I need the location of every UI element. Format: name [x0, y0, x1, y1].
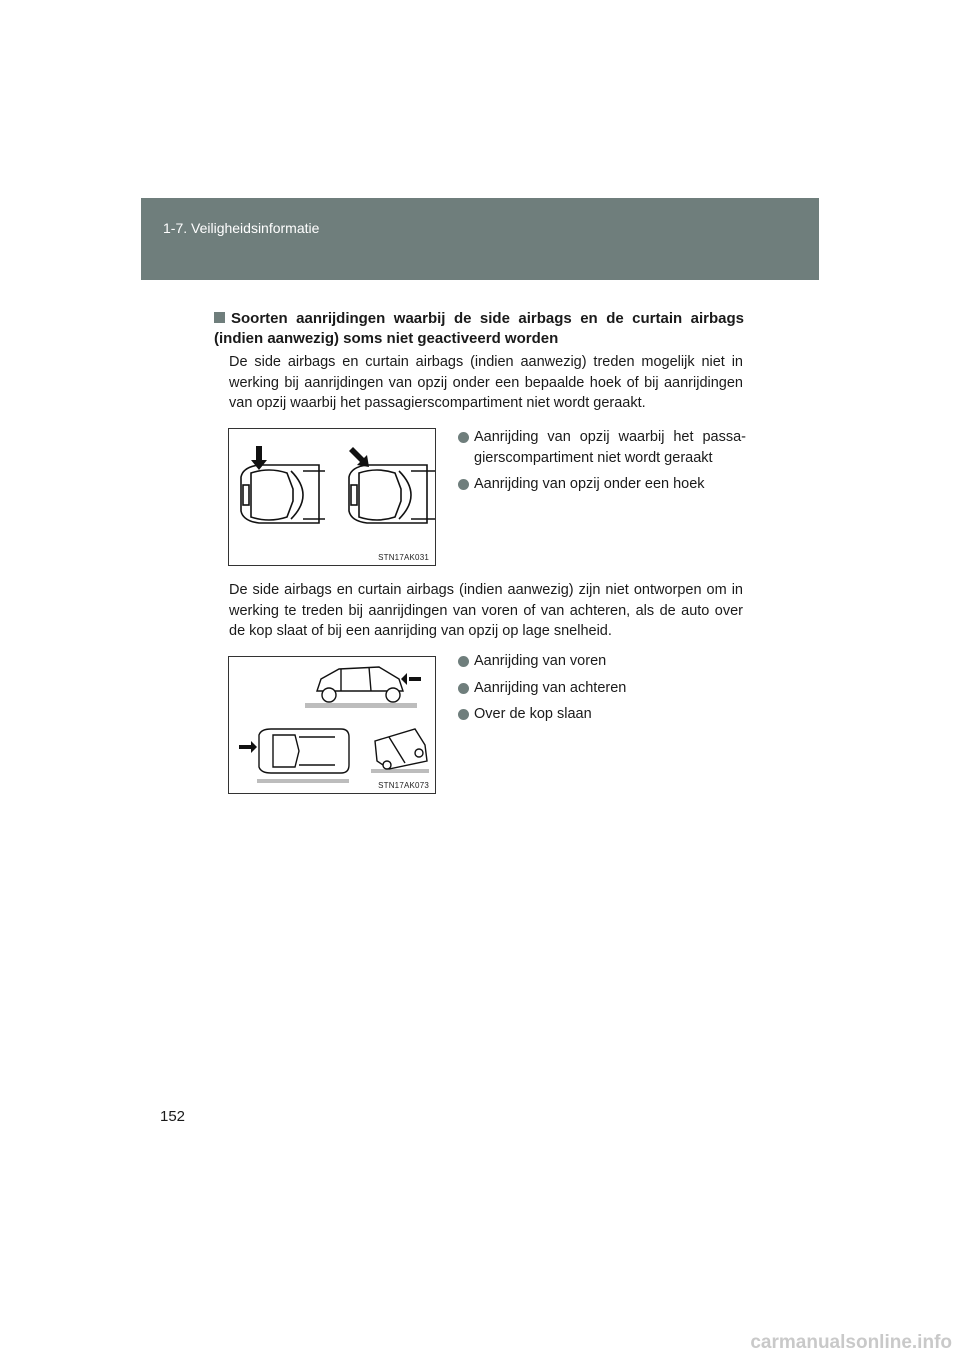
car-top-view-illustration	[229, 429, 435, 565]
section-title-text: Soorten aanrijdingen waarbij de side airbags en de curtain airbags (indien aanwezig) soms niet geactiveerd worden	[214, 310, 744, 347]
figure-side-collisions	[228, 428, 436, 566]
section-header: 1-7. Veiligheidsinformatie	[163, 220, 320, 236]
list-item: Aanrijding van opzij waarbij het passa-gierscompartiment niet wordt geraakt	[458, 427, 746, 468]
list-item: Aanrijding van opzij onder een hoek	[458, 474, 746, 495]
bullet-dot-icon	[458, 432, 469, 443]
paragraph-not-designed: De side airbags en curtain airbags (indien aanwezig) zijn niet ontworpen om in werking te treden bij aanrijdingen van voren of van achteren, als de auto over de kop slaat of bij een aanrijding van opzij op lage snelheid.	[229, 582, 743, 639]
watermark: carmanualsonline.info	[750, 1332, 952, 1353]
section-title	[214, 309, 744, 349]
list-item: Over de kop slaan	[458, 704, 746, 725]
bullet-dot-icon	[458, 479, 469, 490]
list-item: Aanrijding van voren	[458, 651, 746, 672]
bullet-list-front-rear	[458, 651, 746, 731]
figure-code: STN17AK031	[378, 553, 429, 562]
bullet-dot-icon	[458, 656, 469, 667]
header-band	[141, 198, 819, 280]
figure-code: STN17AK073	[378, 781, 429, 790]
bullet-dot-icon	[458, 683, 469, 694]
paragraph-side-collision: De side airbags en curtain airbags (indien aanwezig) treden mogelijk niet in werking bij aanrijdingen van opzij onder een bepaalde hoek of bij aanrijdingen van opzij waarbij het passagierscompartiment niet wordt geraakt.	[229, 354, 743, 411]
figure-front-rear-rollover	[228, 656, 436, 794]
page-number: 152	[160, 1108, 186, 1125]
bullet-list-side	[458, 427, 746, 501]
bullet-dot-icon	[458, 709, 469, 720]
arrow-diagonal-icon	[349, 447, 369, 467]
arrow-left-icon	[401, 673, 421, 685]
arrow-right-icon	[239, 741, 257, 753]
collision-types-illustration	[229, 657, 435, 793]
list-item: Aanrijding van achteren	[458, 678, 746, 699]
square-bullet-icon	[214, 312, 225, 323]
